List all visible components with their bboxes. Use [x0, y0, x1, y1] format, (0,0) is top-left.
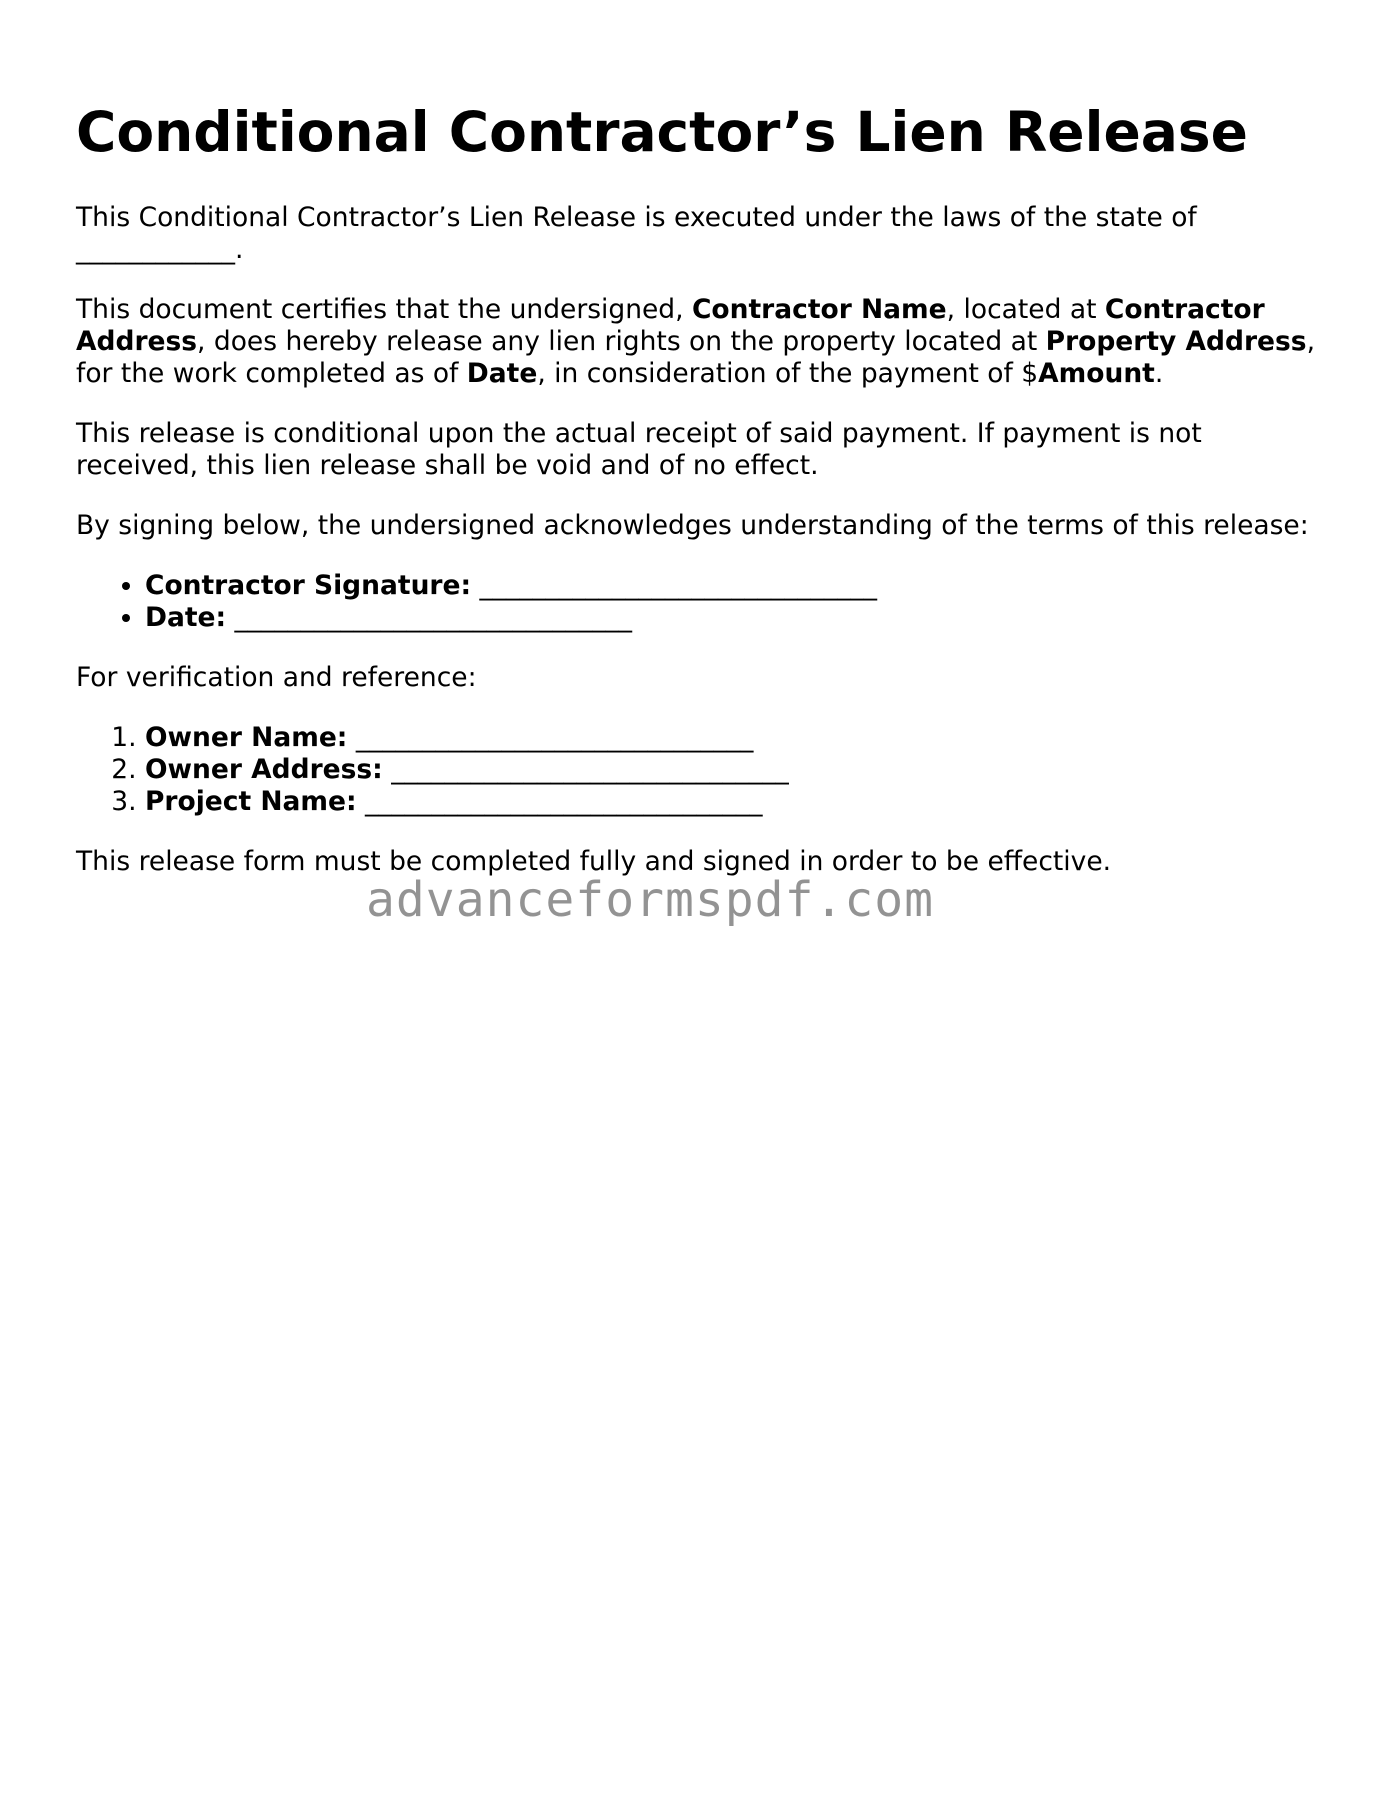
- amount-placeholder: Amount: [1038, 358, 1155, 389]
- certification-text-4: , for the work completed as of: [76, 326, 1315, 389]
- reference-field-label: Owner Address:: [145, 754, 383, 785]
- closing-paragraph: This release form must be completed fully and signed in order to be effective.: [76, 846, 1112, 877]
- signature-field-date: [145, 602, 1326, 634]
- signature-field-blank: ______________________________: [226, 602, 633, 633]
- reference-field-blank: ______________________________: [347, 722, 754, 753]
- reference-field-label: Project Name:: [145, 786, 357, 817]
- contractor-address-placeholder: Contractor Address: [76, 294, 1265, 357]
- certification-text-1: This document certifies that the undersigned,: [76, 294, 692, 325]
- intro-text: This Conditional Contractor’s Lien Release is executed under the laws of the state of: [76, 202, 1197, 233]
- signature-field-contractor: [145, 570, 1326, 602]
- reference-field-blank: ______________________________: [382, 754, 789, 785]
- document-title: Conditional Contractor’s Lien Release: [76, 100, 1248, 164]
- state-blank: ____________.: [76, 234, 244, 265]
- verification-intro: For verification and reference:: [76, 662, 477, 693]
- reference-field-label: Owner Name:: [145, 722, 348, 753]
- certification-text-3: , does hereby release any lien rights on the property located at: [197, 326, 1046, 357]
- certification-text-2: , located at: [946, 294, 1105, 325]
- certification-text-6: .: [1154, 358, 1164, 389]
- date-placeholder: Date: [466, 358, 538, 389]
- reference-field-owner-address: [145, 754, 1326, 786]
- certification-paragraph: [76, 294, 1326, 390]
- reference-field-blank: ______________________________: [356, 786, 763, 817]
- property-address-placeholder: Property Address: [1045, 326, 1307, 357]
- signature-field-blank: ______________________________: [471, 570, 878, 601]
- reference-field-owner-name: [145, 722, 1326, 754]
- certification-text-5: , in consideration of the payment of $: [537, 358, 1039, 389]
- contractor-name-placeholder: Contractor Name: [691, 294, 947, 325]
- intro-paragraph: [76, 202, 1326, 266]
- condition-paragraph: This release is conditional upon the actual receipt of said payment. If payment is not received, this lien release shall be void and of no effect.: [76, 418, 1202, 481]
- reference-field-project-name: [145, 786, 1326, 818]
- reference-list: [76, 722, 1326, 818]
- signature-field-label: Contractor Signature:: [145, 570, 472, 601]
- acknowledgement-paragraph: By signing below, the undersigned acknowledges understanding of the terms of this release:: [76, 510, 1309, 541]
- signature-field-label: Date:: [145, 602, 227, 633]
- document-page: [76, 92, 1326, 906]
- signature-list: [76, 570, 1326, 634]
- watermark: advanceformspdf.com: [366, 872, 935, 928]
